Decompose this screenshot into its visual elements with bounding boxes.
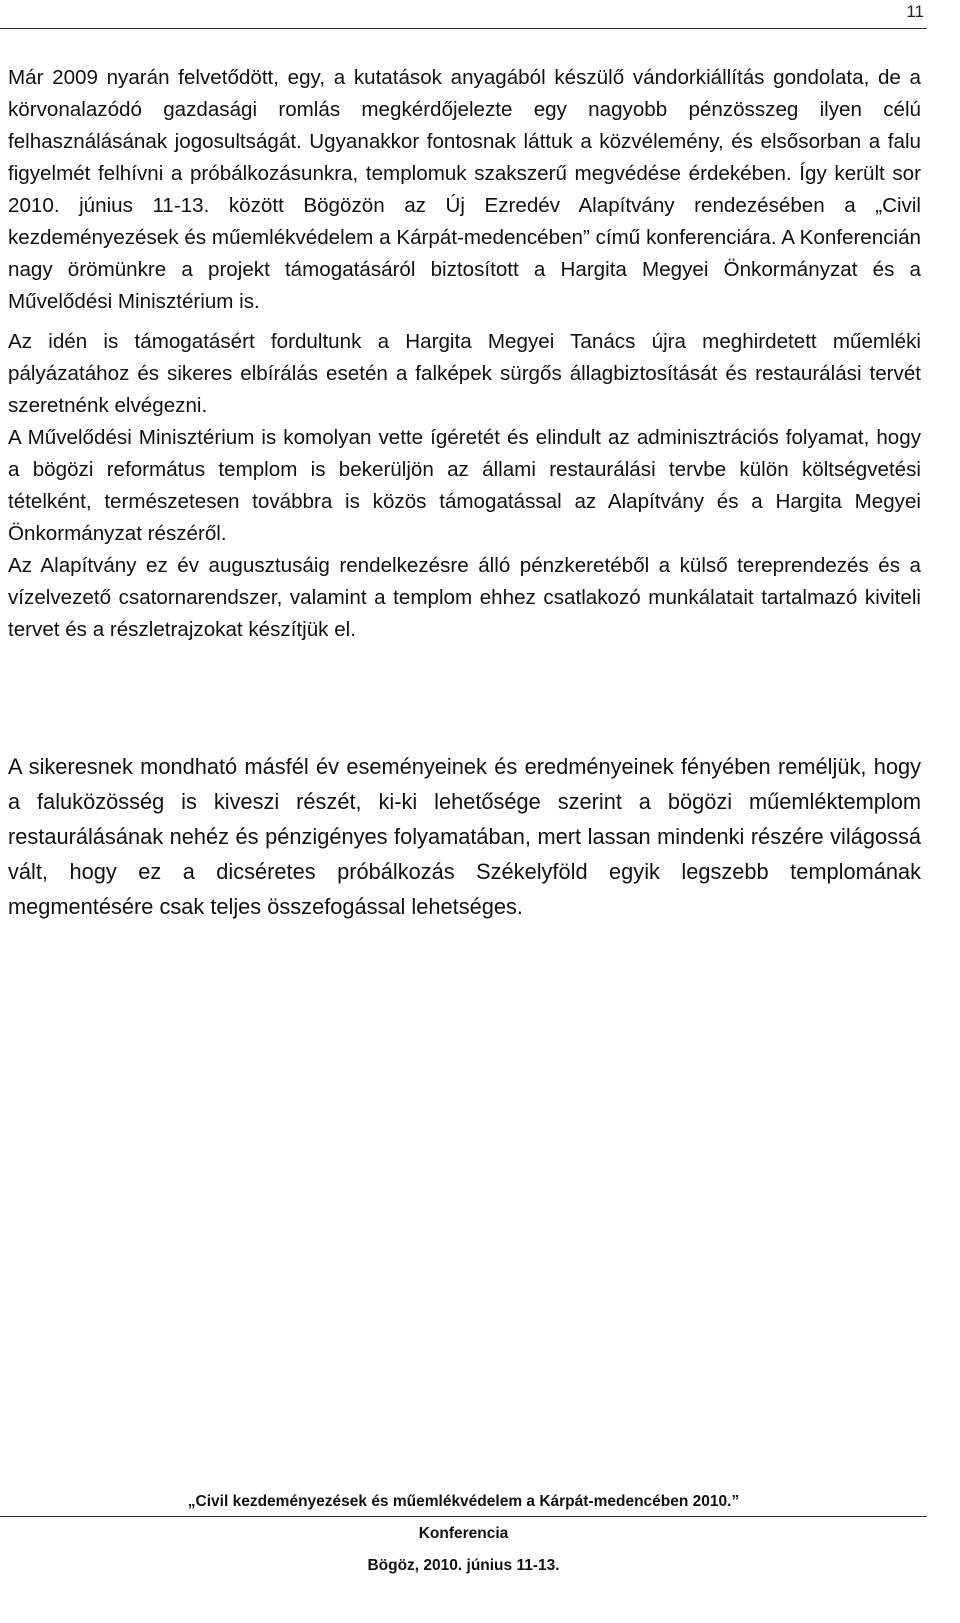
- paragraph: Már 2009 nyarán felvetődött, egy, a kutatások anyagából készülő vándorkiállítás gondolata, de a körvonalazódó gazdasági romlás megkérdőjelezte egy nagyobb pénzösszeg ilyen célú felhasználásának jogosultságát. Ugyanakkor fontosnak láttuk a közvélemény, és elsősorban a falu figyelmét felhívni a próbálkozásunkra, templomuk szakszerű megvédése érdekében. Így került sor 2010. június 11-13. között Bögözön az Új Ezredév Alapítvány rendezésében a „Civil kezdeményezések és műemlékvédelem a Kárpát-medencében” című konferenciára. A Konferencián nagy örömünkre a projekt támogatásáról biztosított a Hargita Megyei Önkormányzat és a Művelődési Minisztérium is.: [8, 66, 921, 313]
- paragraph: Az idén is támogatásért fordultunk a Hargita Megyei Tanács újra meghirdetett műemléki pályázatához és sikeres elbírálás esetén a falképek sürgős állagbiztosítását és restaurálási tervét szeretnénk elvégezni.: [8, 330, 921, 417]
- footer-event-type: Konferencia: [418, 1525, 509, 1542]
- footer-event-place-date: Bögöz, 2010. június 11-13.: [367, 1557, 560, 1574]
- closing-paragraph: A sikeresnek mondható másfél év eseményeinek és eredményeinek fényében reméljük, hogy a faluközösség is kiveszi részét, ki-ki lehetősége szerint a bögözi műemléktemplom restaurálásának nehéz és pénzigényes folyamatában, mert lassan mindenki részére világossá vált, hogy ez a dicséretes próbálkozás Székelyföld egyik legszebb templomának megmentésére csak teljes összefogással lehetséges.: [8, 754, 921, 919]
- closing-section: [8, 749, 921, 924]
- paragraph: A Művelődési Minisztérium is komolyan vette ígéretét és elindult az adminisztrációs folyamat, hogy a bögözi református templom is bekerüljön az állami restaurálási tervbe külön költségvetési tételként, természetesen továbbra is közös támogatással az Alapítvány és a Hargita Megyei Önkormányzat részéről.: [8, 426, 921, 545]
- page-footer: [0, 1486, 927, 1582]
- paragraph: Az Alapítvány ez év augusztusáig rendelkezésre álló pénzkeretéből a külső tereprendezés és a vízelvezető csatornarendszer, valamint a templom ehhez csatlakozó munkálatait tartalmazó kiviteli tervet és a részletrajzokat készítjük el.: [8, 554, 921, 641]
- page-number: 11: [906, 2, 924, 21]
- footer-divider: [0, 1516, 927, 1517]
- footer-event-title: „Civil kezdeményezések és műemlékvédelem a Kárpát-medencében 2010.”: [187, 1493, 740, 1510]
- document-body: [8, 62, 921, 646]
- header-divider: [0, 28, 927, 29]
